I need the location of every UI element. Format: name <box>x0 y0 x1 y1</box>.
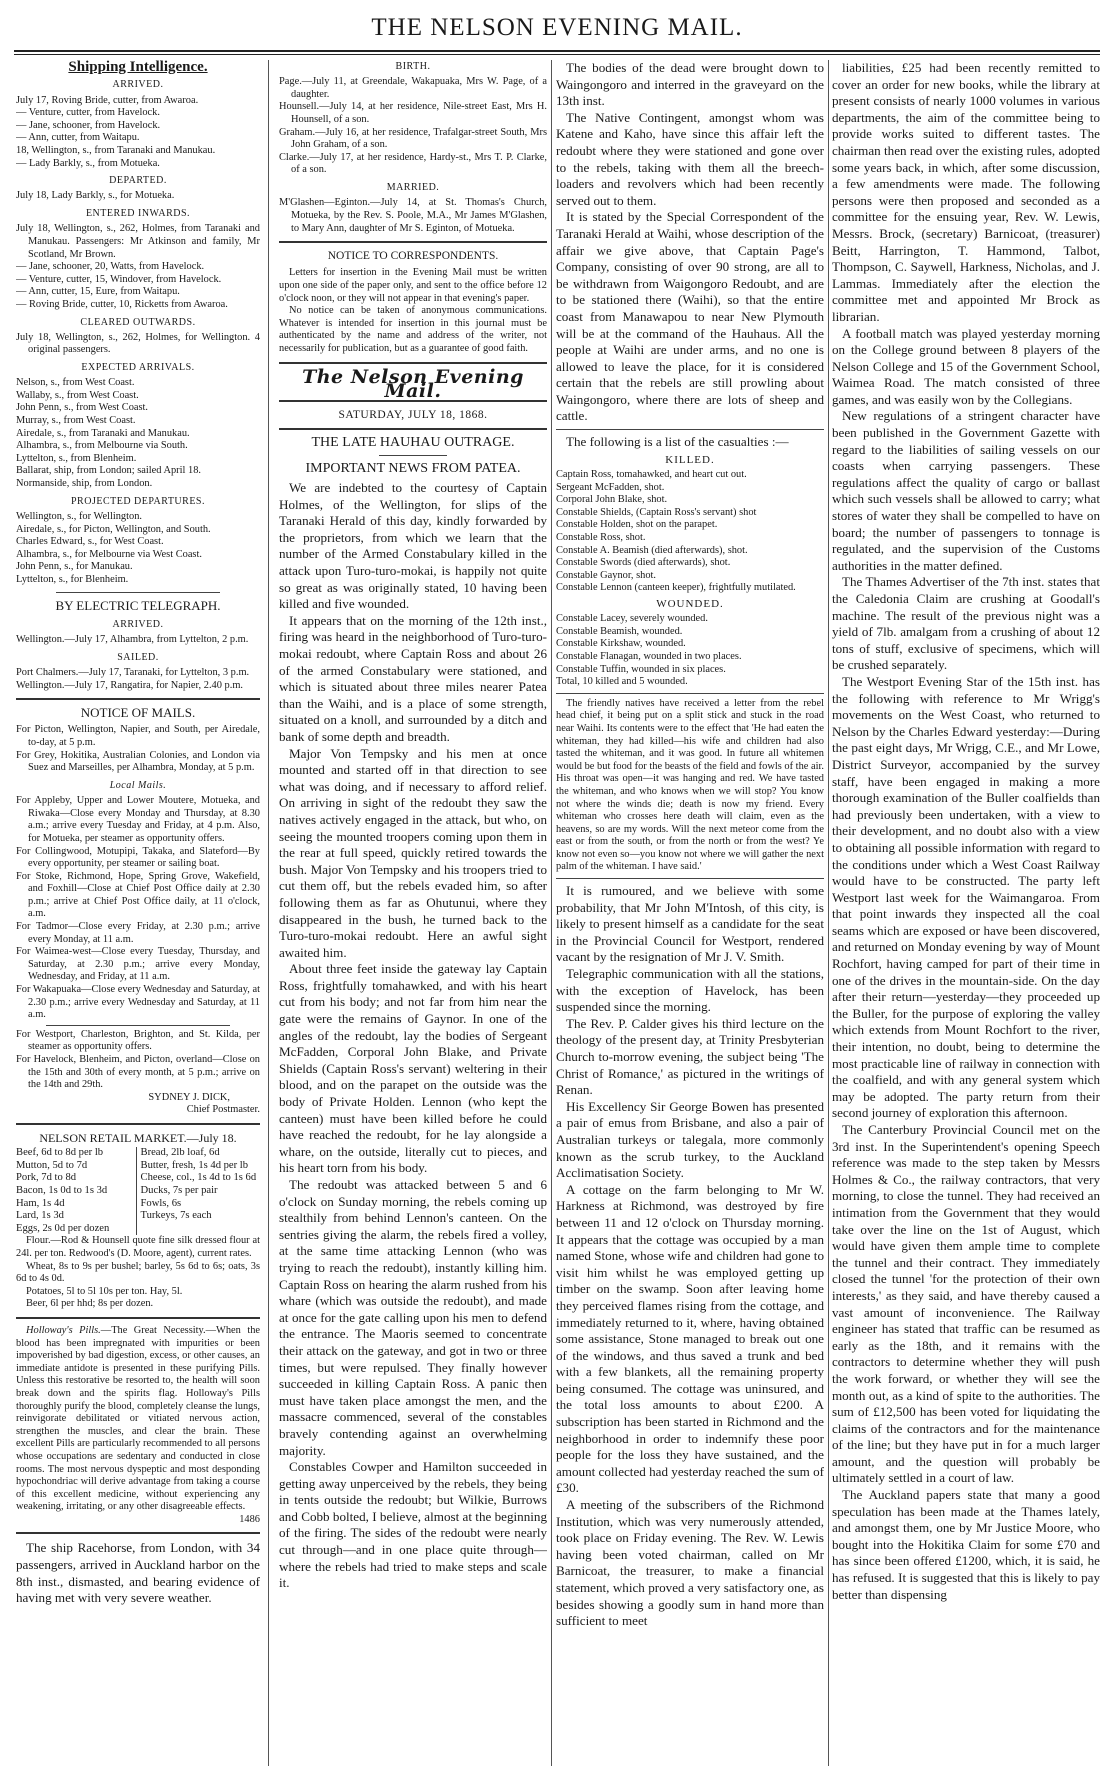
market-title: NELSON RETAIL MARKET.—July 18. <box>39 1130 237 1145</box>
text-line: Ham, 1s 4d <box>16 1197 65 1209</box>
column-3 <box>556 60 824 1766</box>
text-line: Constable Lennon (canteen keeper), frightfully mutilated. <box>556 582 796 594</box>
text-line: A meeting of the subscribers of the Richmond Institution, which was very numerously attended, took place on Friday evening. The Rev. W. Lewis having been voted chairman, called on Mr Barnicoat, the treasurer, to make a financial statement, which proved a very satisfactory one, as besides showing a goodly sum in hand more than sufficient to meet <box>556 1497 824 1629</box>
market-table <box>16 1147 260 1235</box>
shipping-arrived-list <box>16 95 260 171</box>
text-line: Hounsell.—July 14, at her residence, Nile-street East, Mrs H. Hounsell, of a son. <box>279 101 547 126</box>
text-line: — Jane, schooner, from Havelock. <box>16 119 161 131</box>
text-line: His Excellency Sir George Bowen has presented a pair of emus from Brisbane, and also a pair of Australian turkeys or talegala, more commonly known as the scrub turkey, to the Auckland Acclimatisation Society. <box>556 1098 824 1181</box>
racehorse-paragraph: The ship Racehorse, from London, with 34 passengers, arrived in Auckland harbor on the 8th inst., dismasted, and bearing evidence of having met with very severe weather. <box>16 1540 260 1606</box>
text-line: Ducks, 7s per pair <box>140 1185 218 1197</box>
text-line: Flour.—Rod & Hounsell quote fine silk dressed flour at 24l. per ton. Redwood's (D. Moore, agent), current rates. <box>16 1235 260 1260</box>
mails-general-list <box>16 724 260 774</box>
text-line: Constable Lacey, severely wounded. <box>556 613 708 625</box>
shipping-cleared-heading: CLEARED OUTWARDS. <box>80 316 196 328</box>
col3-paragraphs-2 <box>556 883 824 1630</box>
shipping-arrived-heading: ARRIVED. <box>112 79 164 91</box>
market-left-column <box>16 1147 136 1235</box>
text-line: M'Glashen—Eginton.—July 14, at St. Thomas's Church, Motueka, by the Rev. S. Poole, M.A., Mr James M'Glashen, to Mary Ann, daughter of Mr S. Eginton, of Motueka. <box>279 197 547 234</box>
text-line: Constable Ross, shot. <box>556 531 646 543</box>
text-line: Wheat, 8s to 9s per bushel; barley, 5s 6d to 6s; oats, 3s 6d to 4s 0d. <box>16 1260 260 1285</box>
text-line: For Picton, Wellington, Napier, and South, per Airedale, to-day, at 5 p.m. <box>16 724 260 749</box>
col4-paragraphs <box>832 60 1100 1603</box>
section-divider <box>16 698 260 700</box>
text-line: Murray, s., from West Coast. <box>16 415 136 427</box>
text-line: For Wakapuaka—Close every Wednesday and Saturday, at 2.30 p.m.; arrive every Wednesday and Saturday, at 11 a.m. <box>16 984 260 1021</box>
text-line: liabilities, £25 had been recently remitted to cover an order for new books, while the library at present consists of nearly 1000 volumes in various departments, the aim of the committee being to provide works suited to different tastes. The chairman then read over the existing rules, adopted some years back, in which, after some discussion, a few amendments were made. The following persons were then proposed and seconded as a committee for the ensuing year, Rev. W. Lewis, Messrs. Brock, (secretary) Barnicoat, (treasurer) Beitt, Harrington, T. Hammond, Talbot, Thompson, C. Saywell, Harkness, Nicholas, and J. Lammas. Immediately after the election the committee met and appointed Mr Brock as librarian. <box>832 60 1100 324</box>
text-line: Beer, 6l per hhd; 8s per dozen. <box>26 1298 154 1310</box>
shipping-projected-heading: PROJECTED DEPARTURES. <box>71 495 205 507</box>
text-line: Mutton, 5d to 7d <box>16 1159 88 1171</box>
text-line: The Rev. P. Calder gives his third lecture on the theology of the present day, at Trinity Presbyterian Church to-morrow evening, the subject being 'The Christ of Romance,' as pictured in the writings of Renan. <box>556 1015 824 1098</box>
text-line: 18, Wellington, s., from Taranaki and Manukau. <box>16 144 216 156</box>
text-line: Total, 10 killed and 5 wounded. <box>556 676 688 688</box>
telegraph-title: BY ELECTRIC TELEGRAPH. <box>55 598 221 614</box>
text-line: No notice can be taken of anonymous communications. Whatever is intended for insertion in this journal must be authenticated by the name and address of the writer, not necessarily for publication, but as a guarantee of good faith. <box>279 305 547 354</box>
shipping-departed-list <box>16 190 260 203</box>
text-line: Eggs, 2s 0d per dozen <box>16 1222 110 1234</box>
text-line: Constable Kirkshaw, wounded. <box>556 638 686 650</box>
text-line: — Roving Bride, cutter, 10, Ricketts from Awaroa. <box>16 298 228 310</box>
text-line: Sergeant McFadden, shot. <box>556 481 665 493</box>
shipping-departed-heading: DEPARTED. <box>109 175 167 187</box>
correspondents-text <box>279 267 547 355</box>
editorial-lead: We are indebted to the courtesy of Captain Holmes, of the Wellington, for slips of the Taranaki Herald of this day, kindly forwarded by the proprietors, from which we learn that the number of the Armed Constabulary killed in the attack upon Turo-turo-mokai, is happily not quite so great as was originally stated, 10 having been killed and five wounded. <box>279 480 547 612</box>
text-line: Airedale, s., from Taranaki and Manukau. <box>16 427 190 439</box>
text-line: — Lady Barkly, s., from Motueka. <box>16 157 160 169</box>
section-divider <box>16 1532 260 1534</box>
text-line: — Jane, schooner, 20, Watts, from Havelock. <box>16 261 205 273</box>
text-line: Constables Cowper and Hamilton succeeded in getting away unperceived by the rebels, they being in tents outside the redoubt; but Wilkie, Burrows and Cobb bolted, I believe, almost at the beginning of the firing. The sides of the redoubt were nearly cut through—and in one place quite through—where the rebels had tried to make steps and scale it. <box>279 1459 547 1591</box>
editorial-paragraphs <box>279 613 547 1592</box>
section-divider <box>279 241 547 243</box>
headline: THE LATE HAUHAU OUTRAGE. <box>311 435 515 451</box>
text-line: July 17, Roving Bride, cutter, from Awaroa. <box>16 94 199 106</box>
col3-paragraphs <box>556 60 824 425</box>
text-line: Graham.—July 16, at her residence, Trafalgar-street South, Mrs John Graham, of a son. <box>279 126 547 151</box>
text-line: The Auckland papers state that many a good speculation has been made at the Thames lately, and amongst them, one by Mr Justice Moore, who bought into the Hokitika Claim for some £70 and has since been offered £1200, which, it is said, he has refused. It is suggested that this is likely to pay better than dispensing <box>832 1487 1100 1602</box>
text-line: Constable Gaynor, shot. <box>556 569 657 581</box>
telegraph-arrived-list <box>16 634 260 647</box>
text-line: Cheese, col., 1s 4d to 1s 6d <box>140 1172 257 1184</box>
shipping-projected-list <box>16 511 260 587</box>
postmaster-signature: SYDNEY J. DICK, <box>148 1091 230 1103</box>
text-line: Airedale, s., for Picton, Wellington, and South. <box>16 523 211 535</box>
text-line: Bread, 2lb loaf, 6d <box>140 1147 220 1159</box>
text-line: Wallaby, s., from West Coast. <box>16 389 139 401</box>
section-divider <box>379 455 447 456</box>
correspondents-title: NOTICE TO CORRESPONDENTS. <box>327 250 499 263</box>
telegraph-sailed-list <box>16 667 260 692</box>
issue-date: SATURDAY, JULY 18, 1868. <box>338 409 488 422</box>
text-line: — Ann, cutter, from Waitapu. <box>16 132 140 144</box>
birth-heading: BIRTH. <box>395 61 431 72</box>
text-line: Telegraphic communication with all the stations, with the exception of Havelock, has been suspended since the morning. <box>556 966 824 1015</box>
holloway-advert <box>16 1325 260 1514</box>
wounded-heading: WOUNDED. <box>656 597 724 610</box>
text-line: The Native Contingent, amongst whom was Katene and Kaho, have since this affair left the redoubt where they were stationed and gone over to the rebels, taking with them all the breech-loaders and revolvers which had been recently served out to them. <box>556 109 824 208</box>
text-line: It is rumoured, and we believe with some probability, that Mr John M'Intosh, of this city, is likely to present himself as a candidate for the seat in the Provincial Council for Westport, rendered vacant by the resignation of Mr J. V. Smith. <box>556 883 824 965</box>
text-line: John Penn, s., from West Coast. <box>16 402 149 414</box>
shipping-entered-list <box>16 223 260 311</box>
masthead: THE NELSON EVENING MAIL. <box>371 14 743 41</box>
text-line: Constable Swords (died afterwards), shot. <box>556 557 731 569</box>
killed-list <box>556 469 824 595</box>
text-line: Clarke.—July 17, at her residence, Hardy-st., Mrs T. P. Clarke, of a son. <box>279 151 547 176</box>
married-list <box>279 197 547 235</box>
shipping-entered-heading: ENTERED INWARDS. <box>85 208 191 220</box>
section-divider <box>556 693 824 694</box>
telegraph-arrived-heading: ARRIVED. <box>112 618 164 630</box>
masthead-rule-thin <box>14 54 1100 55</box>
text-line: Constable Flanagan, wounded in two places. <box>556 650 742 662</box>
market-notes <box>16 1235 260 1311</box>
wounded-list <box>556 613 824 689</box>
text-line: Normanside, ship, from London. <box>16 478 153 490</box>
birth-list <box>279 76 547 177</box>
text-line: About three feet inside the gateway lay Captain Ross, frightfully tomahawked, and with his heart cut from his body; and not far from him near the gate were the remains of Gaynor. In one of the angles of the redoubt, lay the bodies of Sergeant McFadden, Corporal John Blake, and Private Shields (Captain Ross's servant) weltering in their blood, and on the parapet on the outside was the body of Private Holden. Lennon (who kept the canteen) must have been killed before he could have reached the redoubt, for he lay alongside a whare, on the outside, literally cut to pieces, and his heart torn from his body. <box>279 961 547 1176</box>
text-line: Ballarat, ship, from London; sailed April 18. <box>16 465 201 477</box>
column-2 <box>279 60 547 1766</box>
section-divider <box>16 1317 260 1319</box>
shipping-cleared-list <box>16 332 260 357</box>
paper-name: The Nelson Evening Mail. <box>302 365 524 402</box>
text-line: Butter, fresh, 1s 4d per lb <box>140 1159 249 1171</box>
text-line: The Canterbury Provincial Council met on the 3rd inst. In the Superintendent's opening Speech reference was made to the step taken by Messrs Holmes & Co., the railway contractors, that very morning, to close the tunnel. They had received an intimation from the Government that they would take over the line on the 1st of August, which would have given them ample time to complete the tunnel and their contract. They immediately closed the tunnel 'for the protection of their own interests,' as they said, and have thereby caused a vast amount of inconvenience. The Railway engineer has stated that traffic can be resumed as early as the 18th, and it remains with the contractors to determine whether they will push the work forward, or whether they will see the month out, as a kind of spite to the authorities. The sum of £12,500 has been voted for liquidating the claims of the contractors and for the maintenance of the line; but they have put in for a much larger amount, and the question will probably be ultimately settled in a court of law. <box>832 1122 1100 1486</box>
holloway-number: 1486 <box>239 1513 260 1525</box>
text-line: Wellington.—July 17, Alhambra, from Lyttelton, 2 p.m. <box>16 634 249 646</box>
text-line: John Penn, s., for Manukau. <box>16 561 133 573</box>
postmaster-title: Chief Postmaster. <box>186 1104 260 1116</box>
text-line: Constable Holden, shot on the parapet. <box>556 519 718 531</box>
text-line: Constable Tuffin, wounded in six places. <box>556 663 726 675</box>
text-line: July 18, Lady Barkly, s., for Motueka. <box>16 190 175 202</box>
killed-heading: KILLED. <box>665 453 715 466</box>
section-divider <box>46 1025 230 1026</box>
text-line: For Collingwood, Motupipi, Takaka, and Slateford—By every opportunity, per steamer or sailing boat. <box>16 845 260 870</box>
text-line: Constable A. Beamish (died afterwards), shot. <box>556 544 748 556</box>
mails-local-list <box>16 795 260 1022</box>
text-line: A football match was played yesterday morning on the College ground between 8 players of the Nelson College and 15 of the Government School, Waimea Road. The match consisted of three games, and was easily won by the Collegians. <box>832 325 1100 407</box>
text-line: Corporal John Blake, shot. <box>556 494 668 506</box>
shipping-expected-list <box>16 377 260 490</box>
holloway-text: —The Great Necessity.—When the blood has been impregnated with impurities or been impoverished by bad digestion, excess, or other causes, an immediate antidote is presented in these purifying Pills. Unless this restorative be resorted to, the health will soon break down and the spirits flag. Holloway's Pills thoroughly purify the blood, completely cleanse the lungs, reinvigorate debilitated or vitiated nervous action, strengthen the muscles, and clear the brain. These excellent Pills are particularly recommended to all persons whose occupations are sedentary and conducted in close rooms. The most nervous dyspeptic and most desponding hypochondriac will derive advantage from taking a course of this excellent medicine, without experiencing any weakening, irritating, or any other disagreeable effects. <box>16 1324 260 1513</box>
text-line: For Grey, Hokitika, Australian Colonies, and London via Suez and Marseilles, per Alhambra, Monday, at 5 p.m. <box>16 749 260 774</box>
text-line: The bodies of the dead were brought down to Waingongoro and interred in the graveyard on the 13th inst. <box>556 60 824 109</box>
text-line: Charles Edward, s., for West Coast. <box>16 536 164 548</box>
text-line: The Westport Evening Star of the 15th inst. has the following with reference to Mr Wrigg's movements on the West Coast, who returned to Nelson by the Charles Edward yesterday:—During the past eight days, Mr Wrigg, C.E., and Mr Lowe, District Surveyor, accompanied by the survey staff, have been engaged in making a more thorough examination of the Buller coalfields than had previously been undertaken, with a view to their development, and no doubt also with a view to obtaining all possible information with regard to the conditions under which a West Coast Railway would have to be constructed. The party left Westport last week for the Waimangaroa. From that point inwards they inspected all the coal seams which are exposed or have been discovered, and returned on Monday evening by way of Mount Rochfort, having camped for part of their time in one of the drives in the mountain-side. On the day after their return—yesterday—they proceeded up the Buller, for the purpose of exploring the valley which extends from Mount Rochfort to the river, their intention, no doubt, being to determine the most practicable line of railway in connection with the coalfield, and with any general system which may be adopted. The party return from their second journey of exploration this afternoon. <box>832 673 1100 1121</box>
text-line: For Appleby, Upper and Lower Moutere, Motueka, and Riwaka—Close every Monday and Thursday, at 8.30 a.m.; arrive every Tuesday and Friday, at 4 p.m. Also, for Motueka, per steamer as opportunity offers. <box>16 795 260 844</box>
text-line: It is stated by the Special Correspondent of the Taranaki Herald at Waihi, whose description of the affair we give above, that Captain Page's Company, consisting of over 90 strong, are all to be withdrawn from Waigongoro Redoubt, and are to be stationed there (Waihi), so that the entire coast from Manawapou to near New Plymouth will be at the command of the Hauhaus. All the people at Waihi are under arms, and no one is allowed to leave the place, for it is considered certain that the rebels are still prowling about Waingongoro, where there are lots of sheep and cattle. <box>556 209 824 424</box>
text-line: For Waimea-west—Close every Tuesday, Thursday, and Saturday, at 2.30 p.m.; arrive every Monday, Wednesday, and Friday, at 11 a.m. <box>16 946 260 983</box>
column-divider <box>828 60 829 1766</box>
holloway-title: Holloway's Pills. <box>26 1324 101 1336</box>
column-4 <box>832 60 1100 1766</box>
section-divider <box>556 878 824 879</box>
text-line: The Thames Advertiser of the 7th inst. states that the Caledonia Claim are crushing at Goodall's machine. The result of the previous night was a yield of 7lb. amalgam from a crushing of about 12 tons of stuff, exclusive of specimens, which will be crushed separately. <box>832 574 1100 673</box>
text-line: Alhambra, s., for Melbourne via West Coast. <box>16 548 202 560</box>
text-line: Constable Shields, (Captain Ross's servant) shot <box>556 506 757 518</box>
text-line: Pork, 7d to 8d <box>16 1172 77 1184</box>
subheadline: IMPORTANT NEWS FROM PATEA. <box>305 460 521 476</box>
text-line: For Westport, Charleston, Brighton, and St. Kilda, per steamer as opportunity offers. <box>16 1028 260 1053</box>
text-line: For Stoke, Richmond, Hope, Spring Grove, Wakefield, and Foxhill—Close at Chief Post Office daily at 2.30 p.m.; arrive at Chief Post Office daily, at 11 o'clock, a.m. <box>16 870 260 920</box>
text-line: Lyttelton, s., for Blenheim. <box>16 573 129 585</box>
mails-local-heading: Local Mails. <box>109 779 167 791</box>
text-line: Page.—July 11, at Greendale, Wakapuaka, Mrs W. Page, of a daughter. <box>279 76 547 100</box>
text-line: Fowls, 6s <box>140 1197 182 1209</box>
text-line: Port Chalmers.—July 17, Taranaki, for Lyttelton, 3 p.m. <box>16 666 250 678</box>
text-line: — Venture, cutter, 15, Windover, from Havelock. <box>16 273 222 285</box>
section-divider <box>556 429 824 430</box>
text-line: It appears that on the morning of the 12th inst., firing was heard in the neighborhood of Turo-turo-mokai redoubt, where Captain Ross and about 26 of the armed Constabulary were stationed, and which is situated about three miles nearer Patea than the Waihi, and is a place of some strength, situated on a knoll, and surrounded by a ditch and bank of some depth and breadth. <box>279 612 547 744</box>
mails-title: NOTICE OF MAILS. <box>80 705 196 721</box>
section-divider <box>279 362 547 364</box>
text-line: Bacon, 1s 0d to 1s 3d <box>16 1185 108 1197</box>
section-divider <box>16 1123 260 1125</box>
section-divider <box>279 428 547 430</box>
telegraph-sailed-heading: SAILED. <box>117 651 159 663</box>
text-line: — Ann, cutter, 15, Eure, from Waitapu. <box>16 286 180 298</box>
mails-other-list <box>16 1029 260 1092</box>
married-heading: MARRIED. <box>386 182 440 194</box>
rebel-letter: The friendly natives have received a letter from the rebel head chief, it being put on a split stick and stuck in the road near Waihi. Its contents were to the effect that 'He had eaten the whiteman, they had killed—his wife and children had also tasted the whiteman, and it was good. In future all whitemen would be but food for the beasts of the field and fowls of the air. His throat was open—it was hanging and red. We have tasted the whiteman, and who knows when we will stop? You know not where the winds die; death is now my friend. Every whiteman who crosses here death will claim, even as the heavens, so are my words. Will the next meteor come from the east or from the south, or from the north or from the west? Ye know not even so—you know not where we will gather the next palm of the whiteman. I have said.' <box>556 697 824 873</box>
text-line: Lyttelton, s., from Blenheim. <box>16 452 137 464</box>
text-line: Constable Beamish, wounded. <box>556 625 683 637</box>
column-1 <box>16 60 260 1766</box>
text-line: July 18, Wellington, s., 262, Holmes, from Taranaki and Manukau. Passengers: Mr Atkinson and family, Mr Scotland, Mr Brown. <box>16 223 260 260</box>
shipping-title: Shipping Intelligence. <box>68 60 208 75</box>
text-line: Captain Ross, tomahawked, and heart cut out. <box>556 468 747 480</box>
text-line: For Tadmor—Close every Friday, at 2.30 p.m.; arrive every Monday, at 11 a.m. <box>16 921 260 945</box>
text-line: Alhambra, s., from Melbourne via South. <box>16 440 188 452</box>
text-line: Lard, 1s 3d <box>16 1210 64 1222</box>
text-line: The redoubt was attacked between 5 and 6 o'clock on Sunday morning, the rebels coming up stealthily from behind Lennon's canteen. On the sentries giving the alarm, the rebels fired a volley, at the same time attacking Lennon (who was trying to reach the redoubt), instantly killing him. Captain Ross on hearing the alarm rushed from his whare (which was outside the redoubt), and made at once for the gate calling upon his men to defend the entrance. The Maoris seemed to concentrate their attack on the gateway, and got in two or three times, but were repulsed. They finally however succeeded in killing Captain Ross. A panic then must have taken place amongst the men, and the massacre commenced, several of the constables bravely contending against an overwhelming majority. <box>279 1177 547 1458</box>
text-line: — Venture, cutter, from Havelock. <box>16 107 160 119</box>
text-line: Potatoes, 5l to 5l 10s per ton. Hay, 5l. <box>26 1285 183 1297</box>
text-line: Wellington, s., for Wellington. <box>16 510 142 522</box>
text-line: Letters for insertion in the Evening Mail must be written upon one side of the paper only, and sent to the office before 12 o'clock noon, or they will not appear in that evening's paper. <box>279 267 547 304</box>
shipping-expected-heading: EXPECTED ARRIVALS. <box>81 361 195 373</box>
column-divider <box>268 60 269 1766</box>
casualties-intro: The following is a list of the casualties :— <box>566 434 789 450</box>
text-line: Wellington.—July 17, Rangatira, for Napier, 2.40 p.m. <box>16 679 244 691</box>
section-divider <box>56 592 220 593</box>
market-right-column <box>136 1147 261 1235</box>
text-line: For Havelock, Blenheim, and Picton, overland—Close on the 15th and 30th of every month, at 5 p.m.; arrive on the 14th and 29th. <box>16 1054 260 1091</box>
text-line: Turkeys, 7s each <box>140 1210 212 1222</box>
text-line: Nelson, s., from West Coast. <box>16 377 135 389</box>
text-line: Major Von Tempsky and his men at once mounted and started off in that direction to see what was doing, and if necessary to afford relief. On arriving in sight of the redoubt they saw the natives actively engaged in the attack, but who, on seeing the mounted troopers coming upon them in the rear at full speed, quickly retired towards the bush. Major Von Tempsky and his troopers tried to cut them off, but the rebels evaded him, so after following them as far as Ohutunui, where they disappeared in the bush, he turned back to the Turo-turo-mokai redoubt. Here an awful sight awaited him. <box>279 745 547 960</box>
column-divider <box>551 60 552 1766</box>
text-line: A cottage on the farm belonging to Mr W. Harkness at Richmond, was destroyed by fire between 11 and 12 o'clock on Thursday morning. It appears that the cottage was occupied by a man named Stone, whose wife and children had gone to visit him whilst he was employed getting up timber on the swamp. Soon after leaving home they perceived flames rising from the cottage, and immediately returned to it, where, having obtained some assistance, Stone managed to break out one of the windows, and thus saved a trunk and bed with a few blankets, all the remaining property being consumed. The cottage was uninsured, and the total loss amounts to about £200. A subscription has been started in Richmond and the neighborhood in order to indemnify these poor people for the loss they have sustained, and the amount collected had yesterday reached the sum of £30. <box>556 1181 824 1496</box>
text-line: Beef, 6d to 8d per lb <box>16 1147 104 1159</box>
masthead-rule <box>14 50 1100 52</box>
text-line: New regulations of a stringent character have been published in the Government Gazette with regard to the liabilities of sailing vessels on our coasts when carrying passengers. These regulations affect the quality of cargo or ballast which such vessels shall be allowed to carry; what stores of water they shall be compelled to have on board; the number of passengers to tonnage is regulated, and the supervision of the Customs authorities in the matter defined. <box>832 408 1100 573</box>
text-line: July 18, Wellington, s., 262, Holmes, for Wellington. 4 original passengers. <box>16 331 260 356</box>
